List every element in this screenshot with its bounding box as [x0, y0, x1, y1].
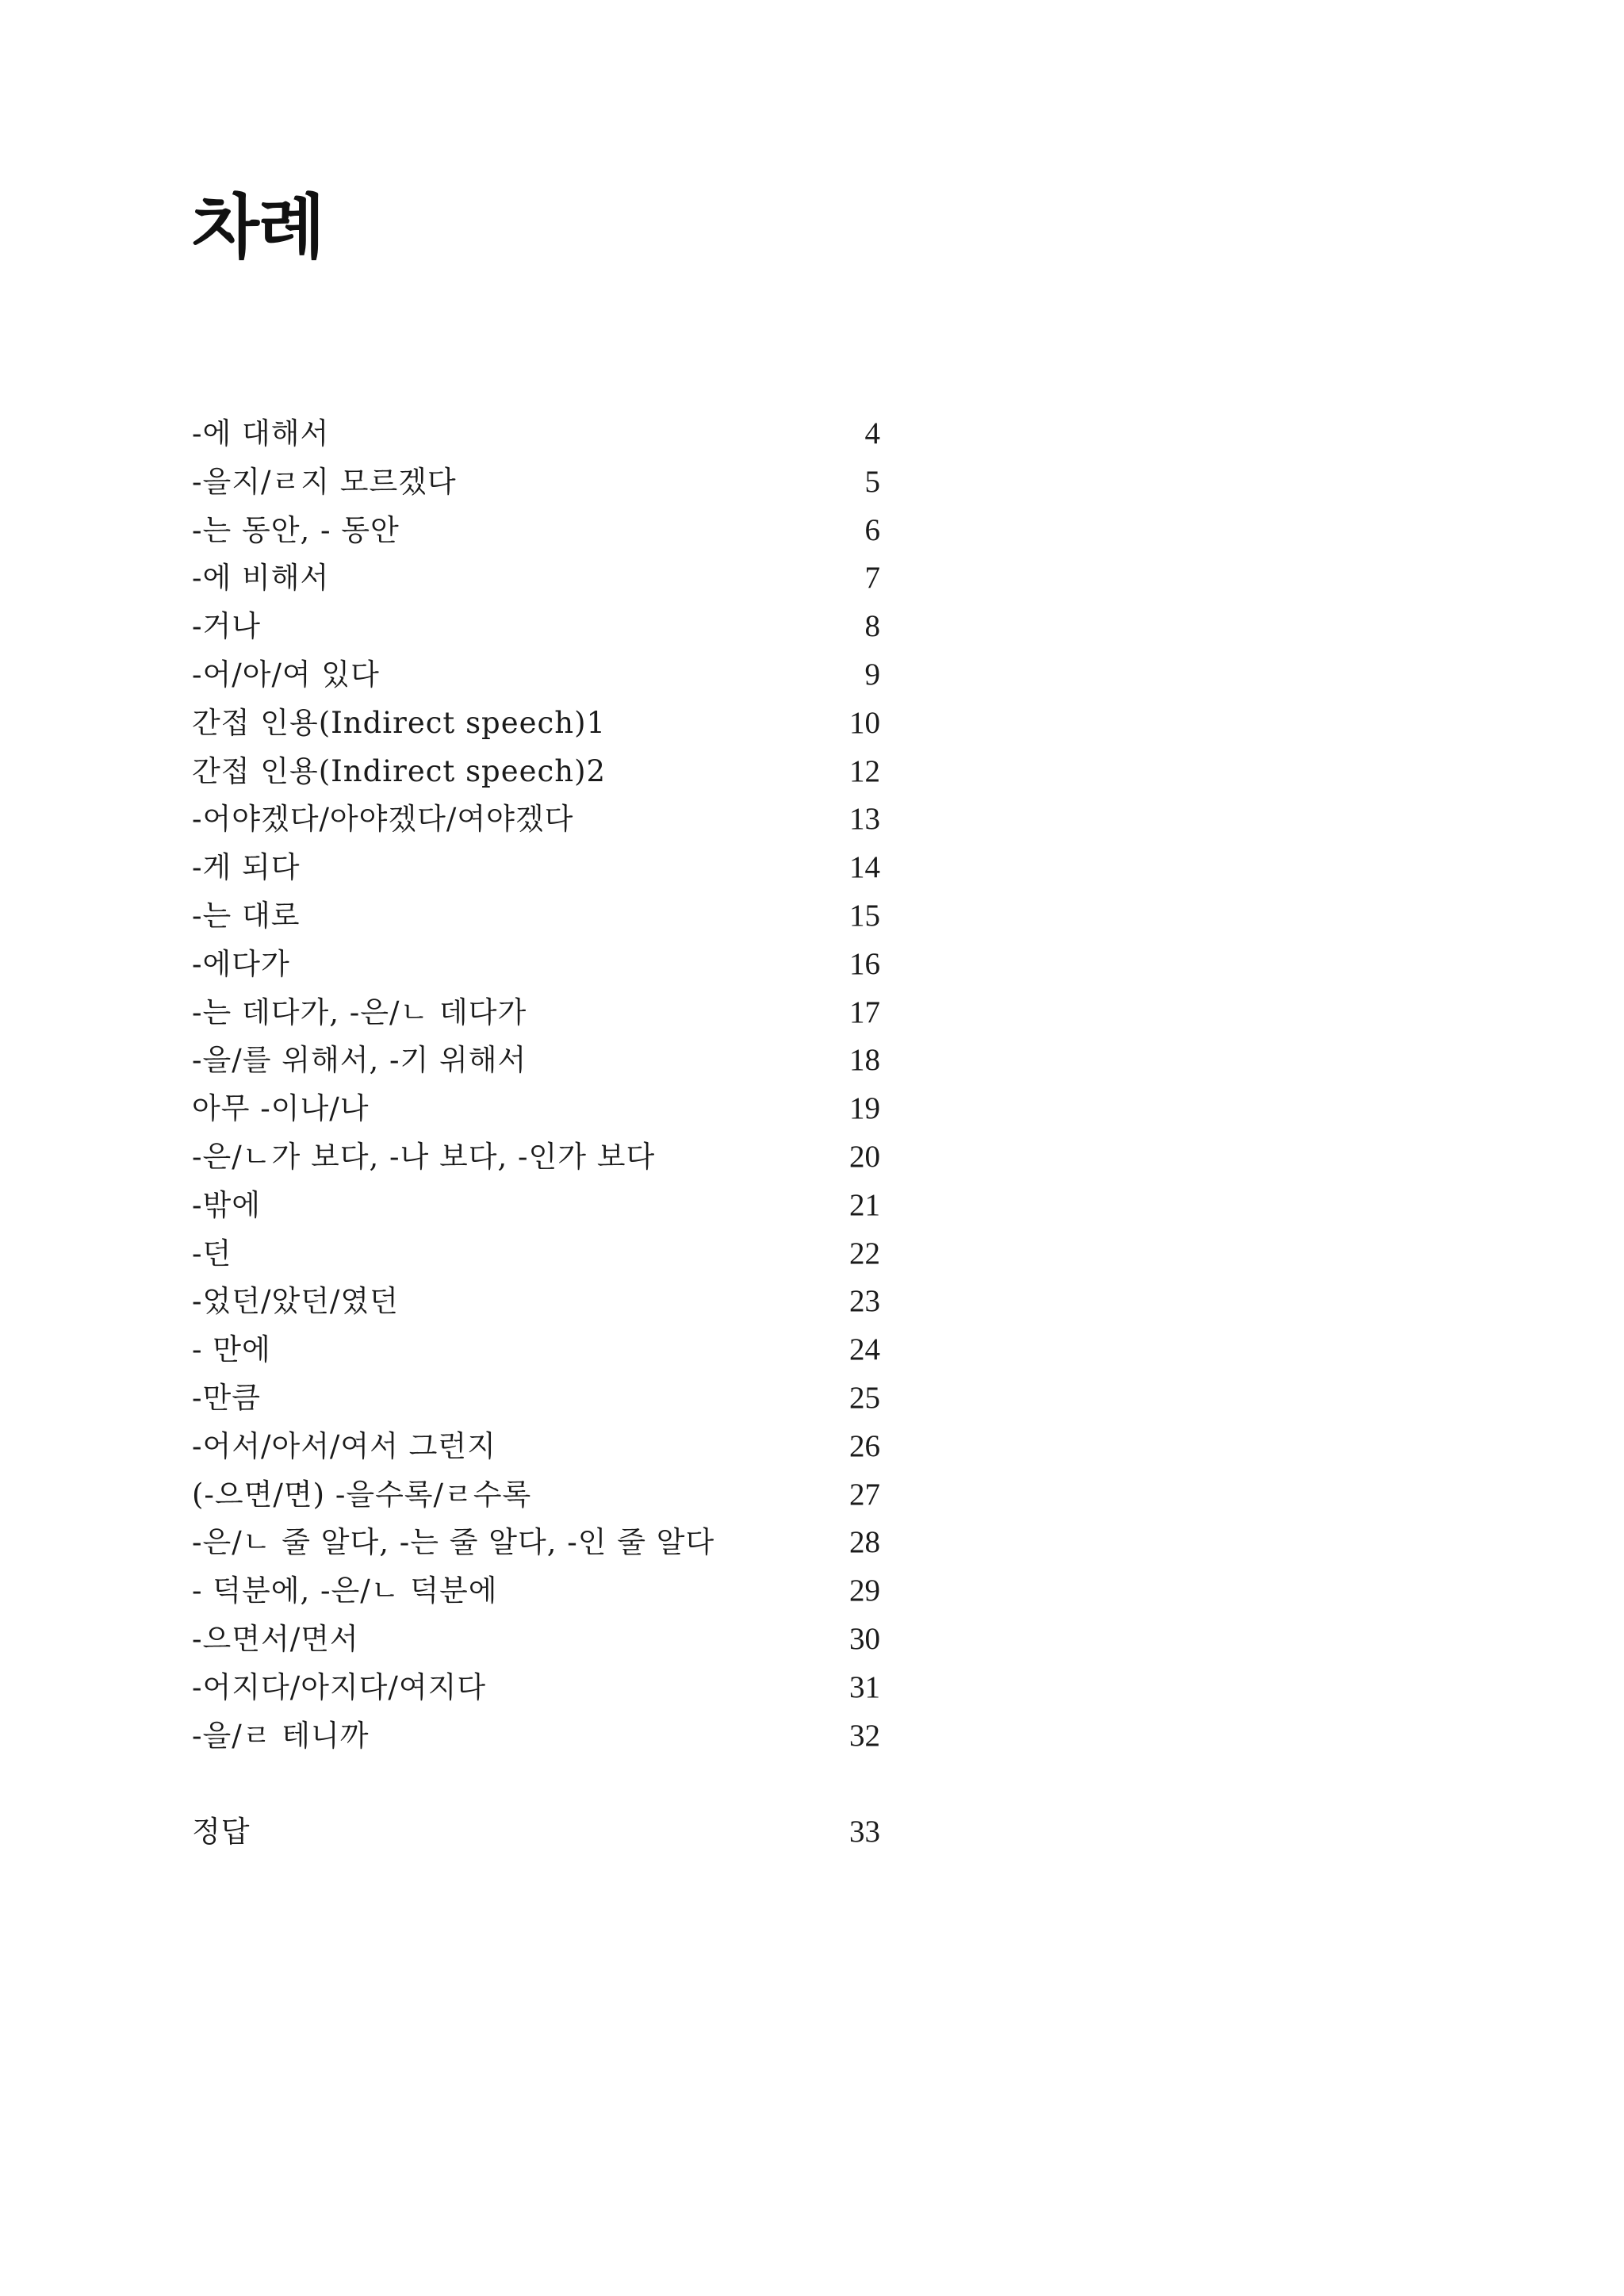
toc-entry-label: -은/ㄴ가 보다, -나 보다, -인가 보다 [192, 1139, 656, 1174]
toc-entry-label: -거나 [192, 609, 261, 644]
toc-entry[interactable] [192, 748, 880, 796]
toc-entry-page: 19 [849, 1091, 880, 1126]
toc-entry[interactable] [192, 1616, 880, 1664]
toc-entry-page: 21 [849, 1187, 880, 1222]
toc-entry-page: 25 [849, 1380, 880, 1415]
toc-entry[interactable] [192, 507, 880, 555]
toc-entry-page: 26 [849, 1428, 880, 1463]
toc-entry-page: 4 [864, 416, 880, 450]
toc-entry[interactable] [192, 1471, 880, 1520]
toc-entry[interactable] [192, 795, 880, 844]
toc-entry[interactable] [192, 1712, 880, 1761]
toc-entry-label: 간접 인용(Indirect speech)1 [192, 705, 607, 740]
toc-entry-label: -어서/아서/여서 그런지 [192, 1428, 496, 1463]
toc-entry[interactable] [192, 1133, 880, 1182]
toc-entry-page: 15 [849, 898, 880, 933]
toc-entry-page: 10 [849, 705, 880, 740]
toc-entry-label: - 만에 [192, 1332, 271, 1367]
toc-entry-page: 23 [849, 1284, 880, 1319]
toc-entry-label: 아무 -이나/나 [192, 1091, 370, 1126]
toc-entry-page: 20 [849, 1139, 880, 1174]
toc-entry[interactable] [192, 1664, 880, 1712]
toc-entry-label: -는 대로 [192, 898, 301, 933]
toc-entry-page: 5 [864, 464, 880, 499]
toc-entry-page: 28 [849, 1525, 880, 1560]
toc-entry[interactable] [192, 1085, 880, 1133]
toc-entry[interactable] [192, 458, 880, 507]
toc-entry-page: 12 [849, 753, 880, 788]
toc-entry[interactable] [192, 1230, 880, 1278]
toc-entry-page: 8 [864, 609, 880, 644]
toc-entry[interactable] [192, 1519, 880, 1567]
toc-entry-page: 17 [849, 995, 880, 1029]
toc-entry-label: -어야겠다/아야겠다/여야겠다 [192, 802, 574, 837]
table-of-contents [192, 410, 880, 1857]
toc-entry-page: 30 [849, 1621, 880, 1656]
toc-entry-answers[interactable] [192, 1808, 880, 1857]
page-title: 차례 [192, 186, 324, 268]
toc-entry-label: - 덕분에, -은/ㄴ 덕분에 [192, 1573, 498, 1608]
toc-entry-label: -에다가 [192, 946, 290, 981]
toc-entry[interactable] [192, 1567, 880, 1616]
toc-entry-label: -었던/았던/였던 [192, 1284, 399, 1319]
toc-entry-label: -어/아/여 있다 [192, 657, 380, 692]
toc-entry-label: -던 [192, 1236, 232, 1271]
toc-entry-label: -는 동안, - 동안 [192, 512, 400, 547]
toc-entry-label: -밖에 [192, 1187, 261, 1222]
toc-entry-label: -에 대해서 [192, 416, 330, 450]
toc-entry-page: 29 [849, 1573, 880, 1608]
toc-entry-label: -는 데다가, -은/ㄴ 데다가 [192, 995, 527, 1029]
toc-entry[interactable] [192, 989, 880, 1037]
toc-entry[interactable] [192, 410, 880, 458]
toc-entry-page: 9 [864, 657, 880, 692]
toc-entry-page: 16 [849, 946, 880, 981]
toc-entry-label: 간접 인용(Indirect speech)2 [192, 753, 607, 788]
toc-entry-page: 24 [849, 1332, 880, 1367]
toc-entry[interactable] [192, 1374, 880, 1423]
toc-entry[interactable] [192, 554, 880, 603]
toc-entry[interactable] [192, 603, 880, 651]
toc-entry-label: -에 비해서 [192, 561, 330, 596]
toc-entry-label: -어지다/아지다/여지다 [192, 1669, 487, 1704]
toc-entry-page: 6 [864, 512, 880, 547]
toc-entry[interactable] [192, 1423, 880, 1471]
toc-entry-label: (-으면/면) -을수록/ㄹ수록 [192, 1477, 532, 1512]
toc-entry-label: 정답 [192, 1815, 251, 1849]
toc-entry-page: 27 [849, 1477, 880, 1512]
toc-entry-label: -게 되다 [192, 850, 301, 885]
toc-entry[interactable] [192, 700, 880, 748]
toc-entry-page: 31 [849, 1669, 880, 1704]
toc-entry-label: -을/를 위해서, -기 위해서 [192, 1043, 527, 1078]
toc-entry-page: 13 [849, 802, 880, 837]
toc-entry[interactable] [192, 844, 880, 892]
toc-entry-page: 7 [864, 561, 880, 596]
toc-entry[interactable] [192, 892, 880, 941]
toc-entry[interactable] [192, 1278, 880, 1326]
toc-entry-label: -은/ㄴ 줄 알다, -는 줄 알다, -인 줄 알다 [192, 1525, 715, 1560]
toc-entry[interactable] [192, 1326, 880, 1374]
toc-entry-page: 32 [849, 1718, 880, 1753]
toc-entry-page: 33 [849, 1815, 880, 1849]
toc-entry-label: -으면서/면서 [192, 1621, 359, 1656]
toc-entry[interactable] [192, 651, 880, 700]
toc-entry-page: 14 [849, 850, 880, 885]
toc-entry-label: -만큼 [192, 1380, 261, 1415]
toc-entry-page: 18 [849, 1043, 880, 1078]
toc-entry-label: -을/ㄹ 테니까 [192, 1718, 370, 1753]
toc-entry[interactable] [192, 941, 880, 989]
toc-entry[interactable] [192, 1182, 880, 1230]
toc-entry-label: -을지/ㄹ지 모르겠다 [192, 464, 457, 499]
toc-entry[interactable] [192, 1037, 880, 1085]
toc-entry-page: 22 [849, 1236, 880, 1271]
